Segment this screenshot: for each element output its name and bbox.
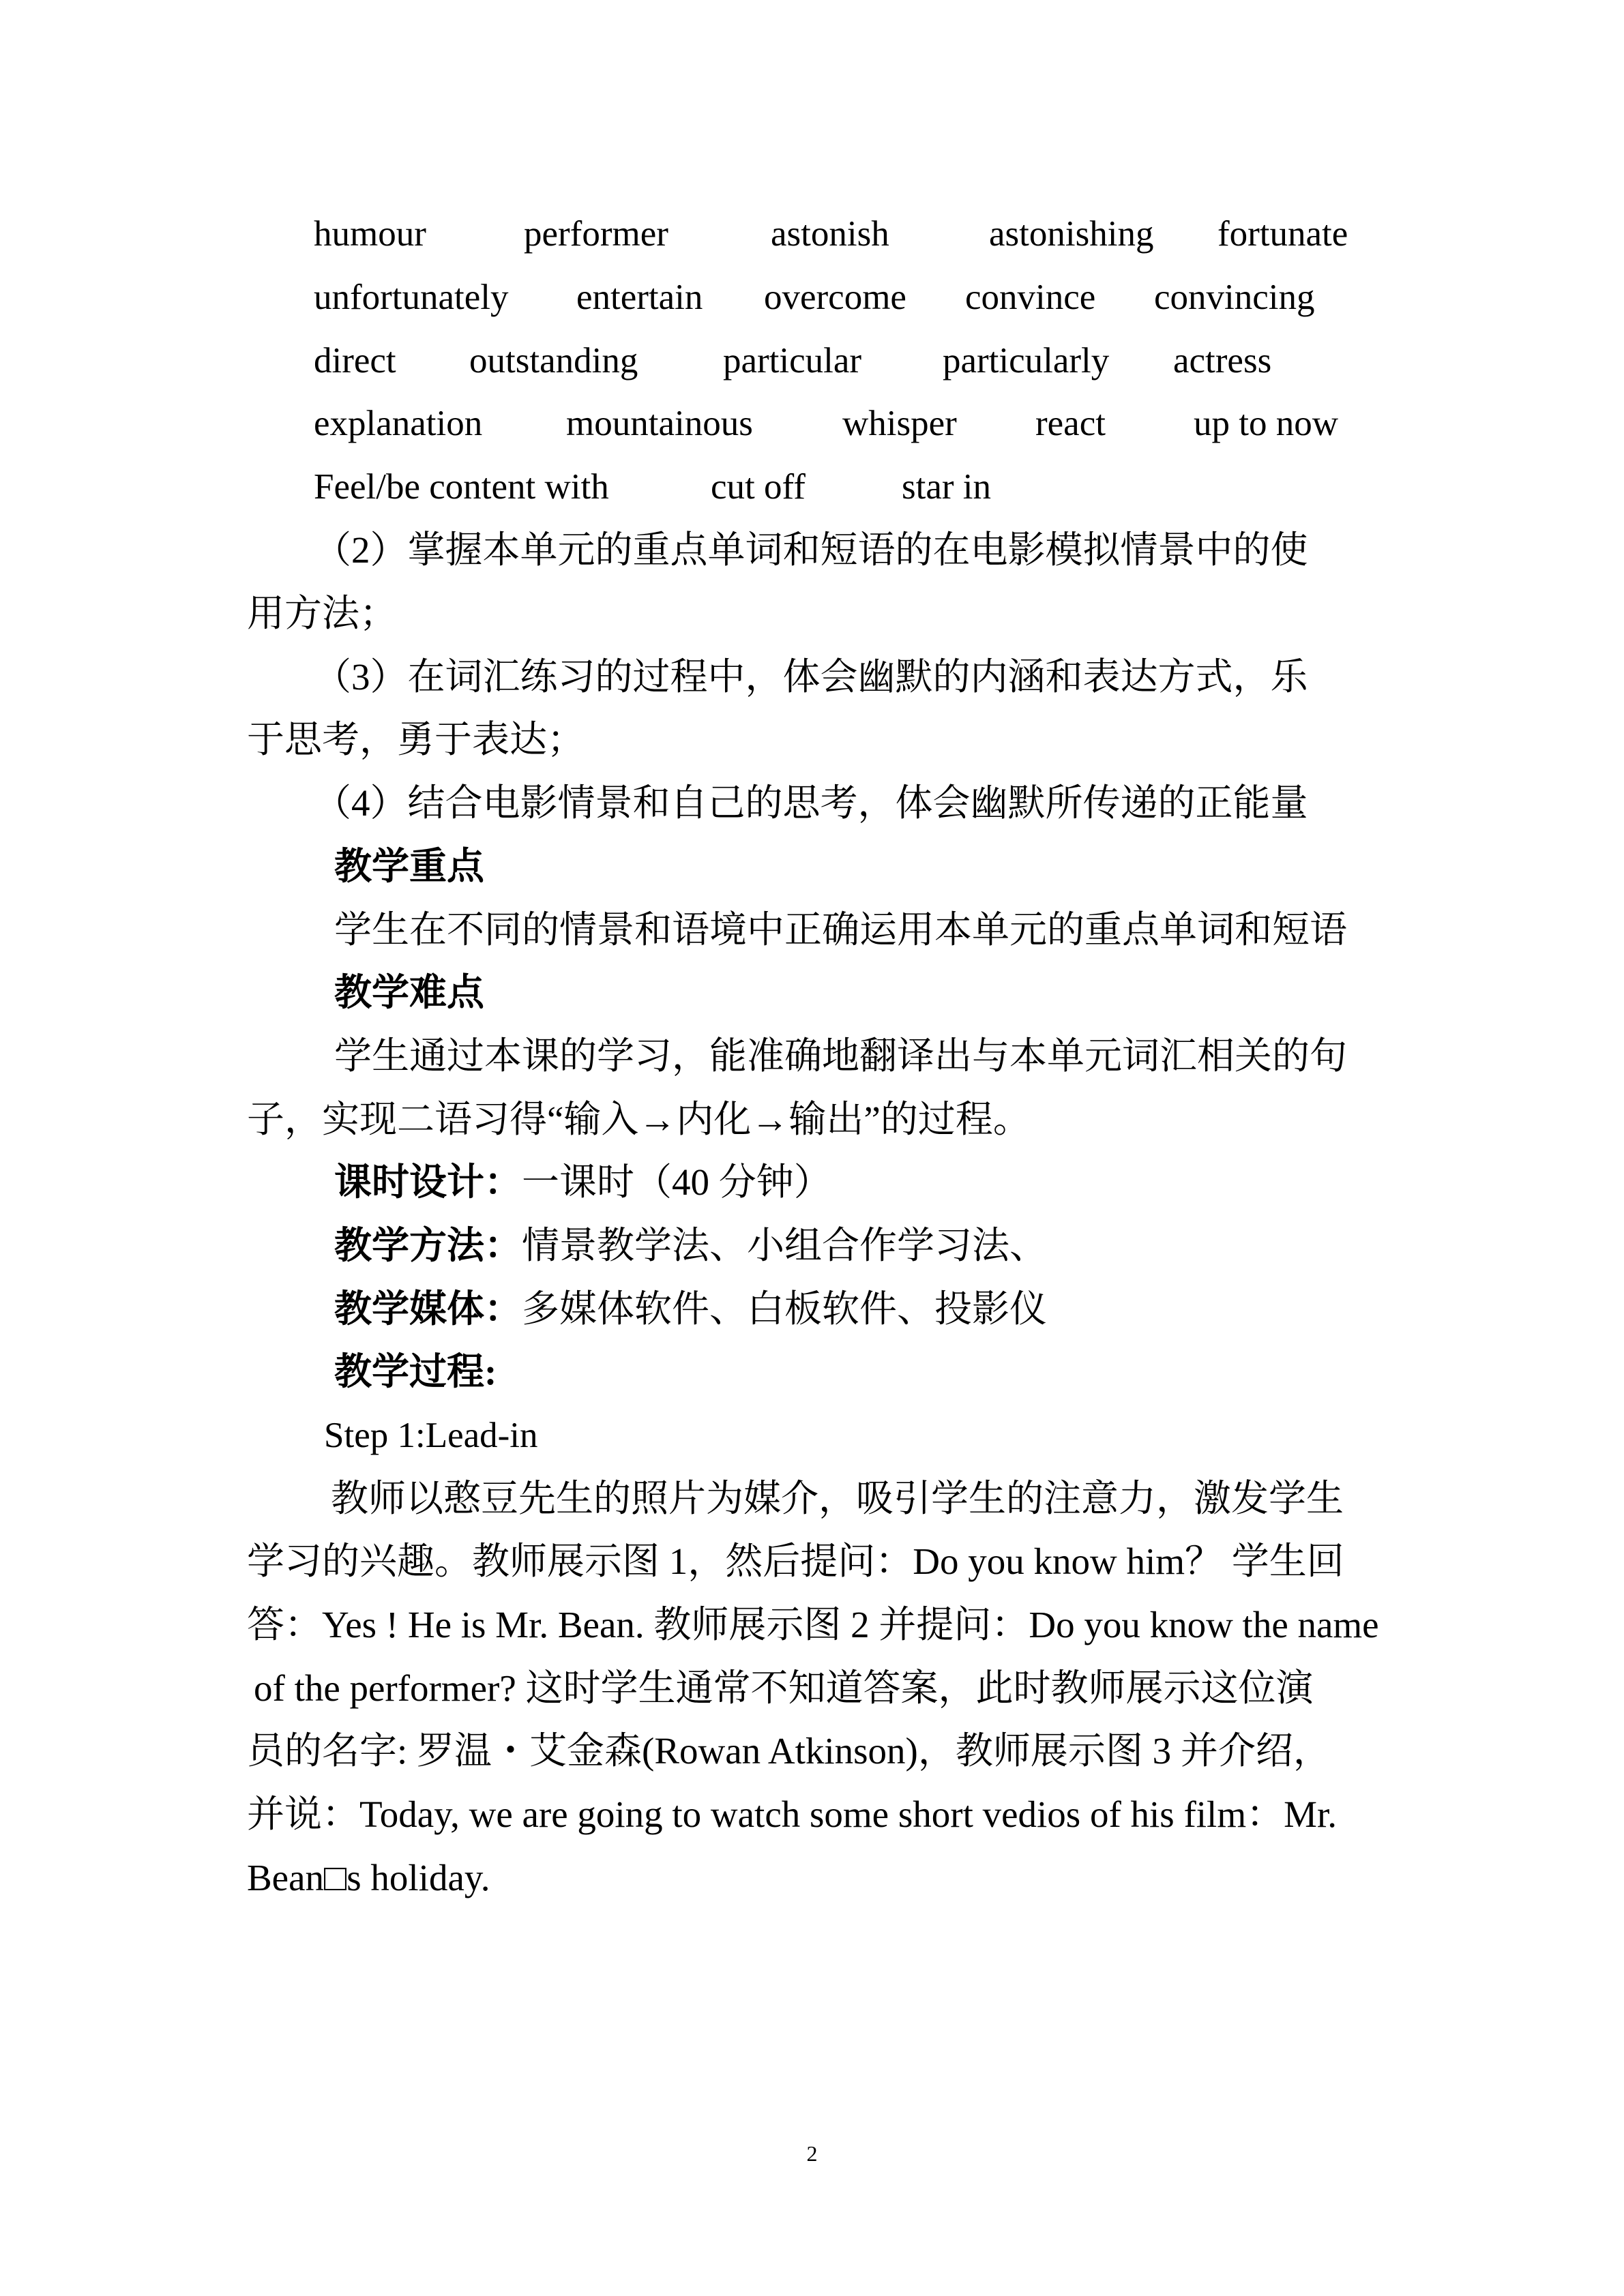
lesson-design-value: 一课时（40 分钟） xyxy=(522,1161,831,1203)
key-points-text: 学生在不同的情景和语境中正确运用本单元的重点单词和短语 xyxy=(334,909,1348,951)
vocab-word: particularly xyxy=(943,341,1110,381)
vocab-word: entertain xyxy=(576,278,703,317)
vocab-word: overcome xyxy=(764,278,906,317)
vocab-phrase: star in xyxy=(902,467,991,507)
vocab-word: fortunate xyxy=(1217,214,1348,254)
objective-2-line-1: （2）掌握本单元的重点单词和短语的在电影模拟情景中的使 xyxy=(314,529,1308,571)
teaching-methods-value: 情景教学法、小组合作学习法、 xyxy=(522,1225,1048,1266)
vocab-phrase: Feel/be content with xyxy=(314,467,609,507)
vocab-word: explanation xyxy=(314,404,483,443)
objective-2-line-2: 用方法； xyxy=(247,593,398,634)
step-1-line: 并说：Today, we are going to watch some short vedios of his film：Mr. xyxy=(247,1793,1338,1835)
step-1-line: Bean□s holiday. xyxy=(247,1857,490,1898)
teaching-media xyxy=(334,1282,1047,1337)
step-1-line: 答：Yes ! He is Mr. Bean. 教师展示图 2 并提问：Do you know the name xyxy=(247,1604,1379,1645)
vocab-word: convince xyxy=(965,278,1096,317)
vocab-word: unfortunately xyxy=(314,278,509,317)
objective-3-line-2: 于思考，勇于表达； xyxy=(247,719,585,760)
vocab-word: convincing xyxy=(1154,278,1315,317)
vocab-word: outstanding xyxy=(469,341,638,381)
lesson-design-label: 课时设计： xyxy=(334,1161,522,1203)
step-1-line: 学习的兴趣。教师展示图 1，然后提问：Do you know him？ 学生回 xyxy=(247,1540,1344,1582)
step-1-title: Step 1:Lead-in xyxy=(324,1416,538,1455)
vocab-word: astonish xyxy=(771,214,889,254)
vocab-word: actress xyxy=(1173,341,1272,381)
step-1-line: 员的名字: 罗温・艾金森(Rowan Atkinson)，教师展示图 3 并介绍， xyxy=(247,1730,1331,1772)
step-1-line: 教师以憨豆先生的照片为媒介，吸引学生的注意力，激发学生 xyxy=(331,1478,1344,1519)
teaching-methods xyxy=(334,1219,1047,1273)
lesson-design xyxy=(334,1155,831,1210)
vocab-word: whisper xyxy=(842,404,957,443)
vocab-word: up to now xyxy=(1194,404,1338,443)
difficulties-heading: 教学难点 xyxy=(334,972,485,1013)
vocab-word: direct xyxy=(314,341,396,381)
teaching-media-value: 多媒体软件、白板软件、投影仪 xyxy=(522,1288,1048,1330)
step-1-line: of the performer? 这时学生通常不知道答案，此时教师展示这位演 xyxy=(254,1667,1314,1709)
vocab-word: particular xyxy=(723,341,862,381)
teaching-process-heading: 教学过程: xyxy=(334,1351,497,1392)
difficulties-line-2: 子，实现二语习得“输入→内化→输出”的过程。 xyxy=(247,1099,1031,1140)
difficulties-line-1: 学生通过本课的学习，能准确地翻译出与本单元词汇相关的句 xyxy=(334,1035,1348,1077)
vocab-word: humour xyxy=(314,214,426,254)
page-number: 2 xyxy=(806,2141,818,2166)
vocab-word: react xyxy=(1035,404,1106,443)
key-points-heading: 教学重点 xyxy=(334,846,485,887)
vocab-phrase: cut off xyxy=(711,467,806,507)
objective-3-line-1: （3）在词汇练习的过程中，体会幽默的内涵和表达方式，乐 xyxy=(314,656,1308,698)
teaching-methods-label: 教学方法： xyxy=(334,1225,522,1266)
vocab-word: astonishing xyxy=(989,214,1154,254)
vocab-word: mountainous xyxy=(566,404,753,443)
vocab-word: performer xyxy=(524,214,668,254)
teaching-media-label: 教学媒体： xyxy=(334,1288,522,1330)
objective-4: （4）结合电影情景和自己的思考，体会幽默所传递的正能量 xyxy=(314,782,1308,824)
